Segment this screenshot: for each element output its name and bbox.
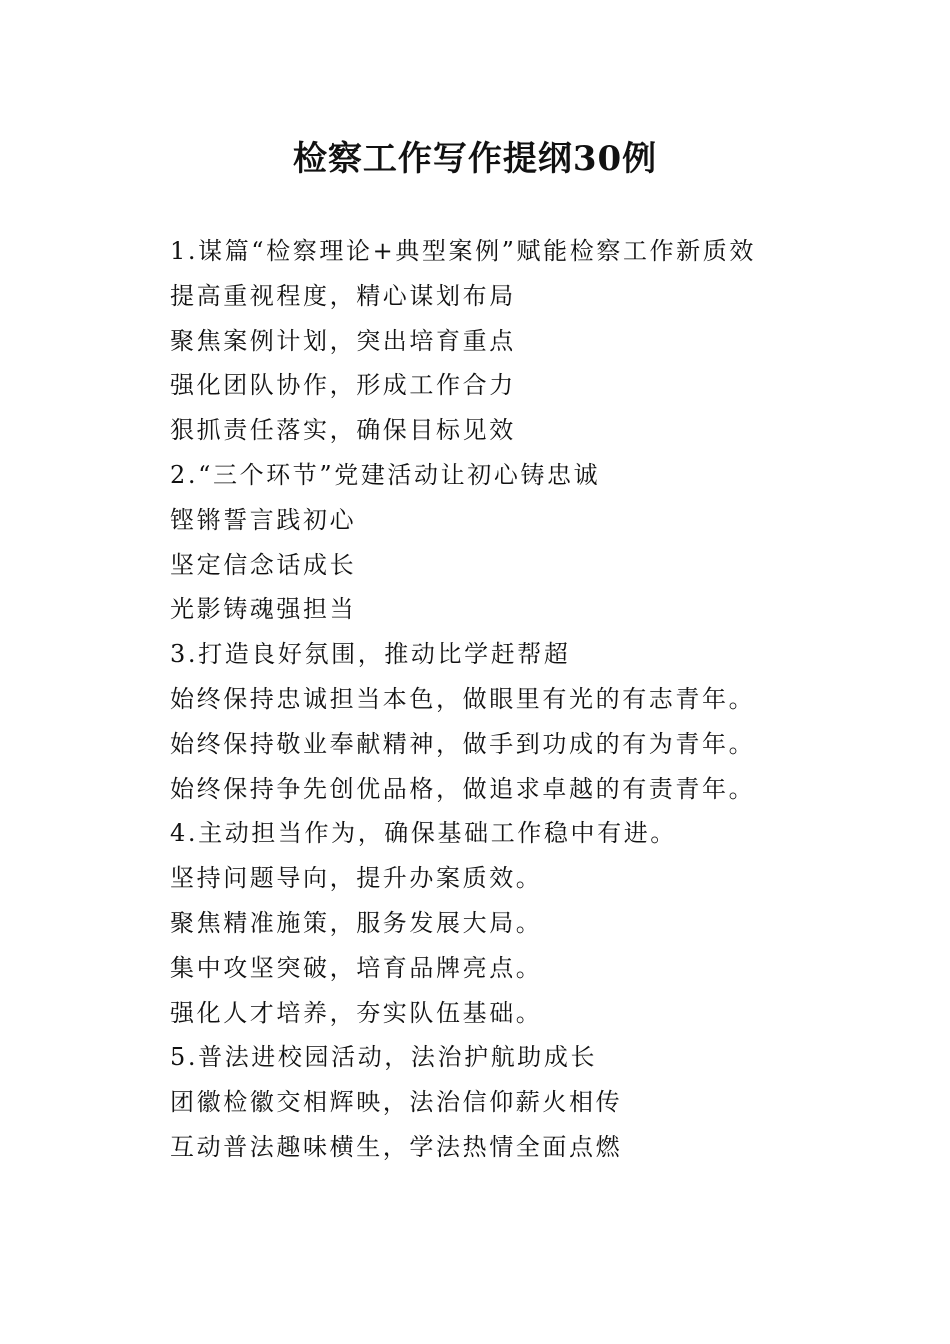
- outline-item: 集中攻坚突破，培育品牌亮点。: [170, 953, 543, 982]
- outline-heading-4: 4.主动担当作为，确保基础工作稳中有进。: [170, 819, 677, 848]
- outline-item: 始终保持争先创优品格，做追求卓越的有责青年。: [170, 774, 756, 803]
- outline-item: 团徽检徽交相辉映，法治信仰薪火相传: [170, 1088, 623, 1117]
- outline-heading-1: 1.谋篇“检察理论+典型案例”赋能检察工作新质效: [170, 237, 756, 265]
- outline-list: [170, 229, 870, 1170]
- outline-item: 光影铸魂强担当: [170, 595, 357, 624]
- outline-item: 始终保持忠诚担当本色，做眼里有光的有志青年。: [170, 684, 756, 713]
- outline-heading-5: 5.普法进校园活动，法治护航助成长: [170, 1043, 598, 1072]
- outline-heading-3: 3.打造良好氛围，推动比学赶帮超: [170, 640, 571, 669]
- outline-heading-2: 2.“三个环节”党建活动让初心铸忠诚: [170, 460, 601, 489]
- outline-item: 互动普法趣味横生，学法热情全面点燃: [170, 1132, 623, 1161]
- outline-item: 强化团队协作，形成工作合力: [170, 371, 516, 400]
- document-title: 检察工作写作提纲30例: [292, 139, 658, 179]
- outline-item: 狠抓责任落实，确保目标见效: [170, 416, 516, 445]
- outline-item: 提高重视程度，精心谋划布局: [170, 281, 516, 310]
- outline-item: 聚焦精准施策，服务发展大局。: [170, 908, 543, 937]
- outline-item: 坚持问题导向，提升办案质效。: [170, 864, 543, 893]
- outline-item: 始终保持敬业奉献精神，做手到功成的有为青年。: [170, 729, 756, 758]
- outline-item: 铿锵誓言践初心: [170, 505, 357, 534]
- outline-item: 坚定信念话成长: [170, 550, 357, 579]
- outline-item: 强化人才培养，夯实队伍基础。: [170, 998, 543, 1027]
- outline-item: 聚焦案例计划，突出培育重点: [170, 326, 516, 355]
